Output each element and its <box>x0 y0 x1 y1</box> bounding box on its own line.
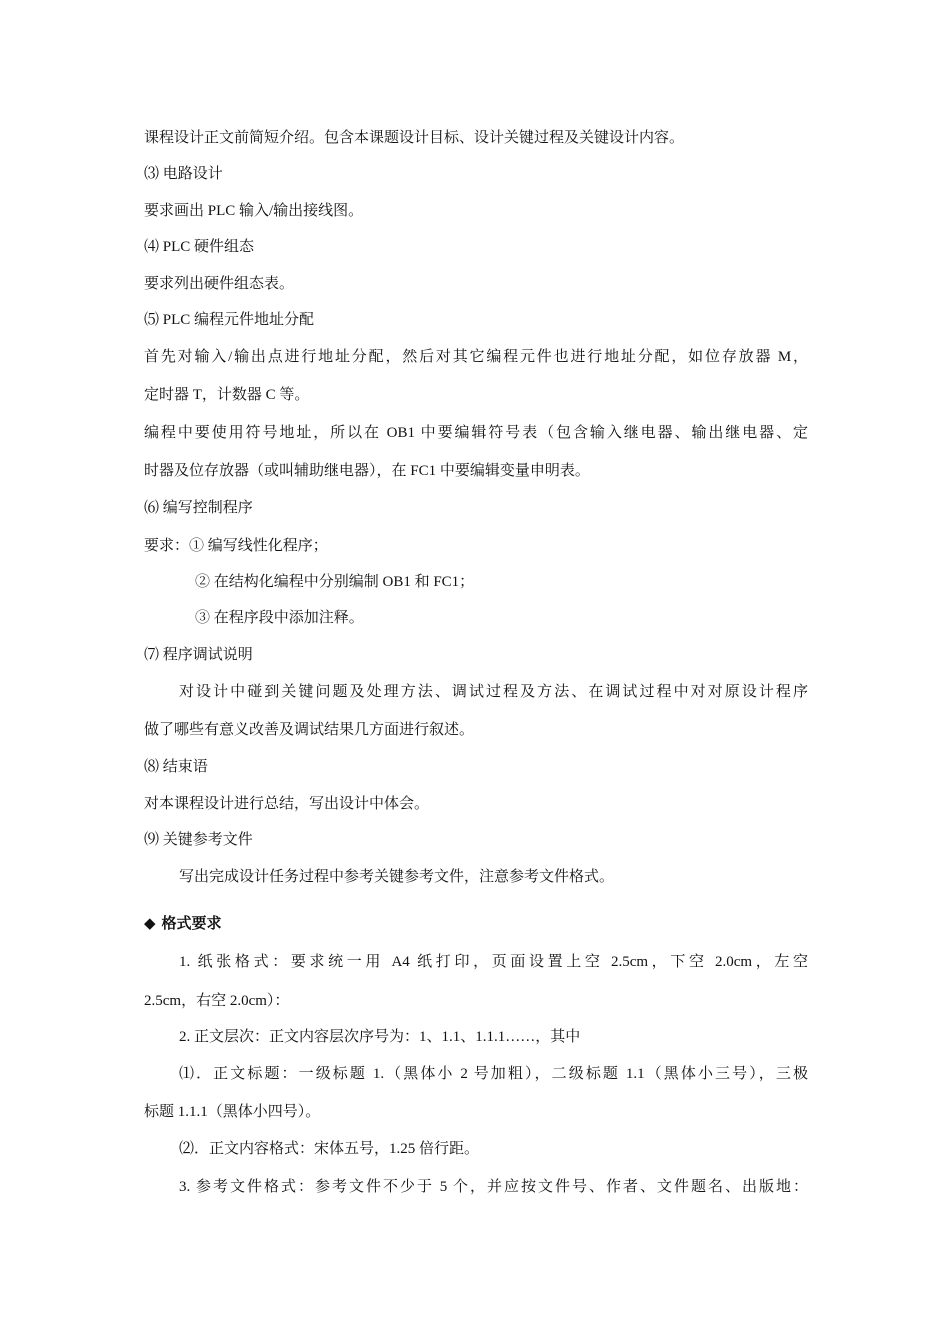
references-text: 写出完成设计任务过程中参考关键参考文件，注意参考文件格式。 <box>179 869 615 885</box>
paper-format-text-line2: 2.5cm，右空 2.0cm）： <box>144 993 290 1009</box>
heading-address-allocation: ⑸ PLC 编程元件地址分配 <box>144 312 315 328</box>
program-requirement-2: ② 在结构化编程中分别编制 OB1 和 FC1； <box>195 574 475 590</box>
title-format-text-line1: ⑴．正文标题：一级标题 1.（黑体小 2 号加粗），二级标题 1.1（黑体小三号），三极 <box>179 1066 808 1082</box>
reference-format-text: 3. 参考文件格式：参考文件不少于 5 个，并应按文件号、作者、文件题名、出版地： <box>179 1179 808 1195</box>
heading-debug-description: ⑺ 程序调试说明 <box>144 647 253 663</box>
paper-format-text-line1: 1. 纸张格式：要求统一用 A4 纸打印，页面设置上空 2.5cm，下空 2.0cm，左空 <box>179 954 808 970</box>
conclusion-text: 对本课程设计进行总结，写出设计中体会。 <box>144 796 430 812</box>
diamond-bullet-icon: ◆ <box>144 916 156 932</box>
symbol-table-text-line2: 时器及位存放器（或叫辅助继电器），在 FC1 中要编辑变量申明表。 <box>144 463 590 479</box>
heading-conclusion: ⑻ 结束语 <box>144 759 208 775</box>
heading-circuit-design: ⑶ 电路设计 <box>144 166 223 182</box>
debug-description-text-line1: 对设计中碰到关键问题及处理方法、调试过程及方法、在调试过程中对对原设计程序 <box>179 684 808 700</box>
debug-description-text-line2: 做了哪些有意义改善及调试结果几方面进行叙述。 <box>144 722 475 738</box>
content-format-text: ⑵．正文内容格式：宋体五号，1.25 倍行距。 <box>179 1141 480 1157</box>
heading-write-program: ⑹ 编写控制程序 <box>144 500 253 516</box>
symbol-table-text-line1: 编程中要使用符号地址，所以在 OB1 中要编辑符号表（包含输入继电器、输出继电器、定 <box>144 425 808 441</box>
address-allocation-text-line2: 定时器 T，计数器 C 等。 <box>144 387 310 403</box>
program-requirement-1: 要求：① 编写线性化程序； <box>144 538 328 554</box>
heading-references: ⑼ 关键参考文件 <box>144 832 253 848</box>
hardware-config-text: 要求列出硬件组态表。 <box>144 276 295 292</box>
format-requirements-title: 格式要求 <box>161 916 222 932</box>
heading-plc-hardware-config: ⑷ PLC 硬件组态 <box>144 239 255 255</box>
circuit-design-text: 要求画出 PLC 输入/输出接线图。 <box>144 203 364 219</box>
text-hierarchy-text: 2. 正文层次：正文内容层次序号为：1、1.1、1.1.1……，其中 <box>179 1029 581 1045</box>
program-requirement-3: ③ 在程序段中添加注释。 <box>195 610 364 626</box>
intro-text: 课程设计正文前简短介绍。包含本课题设计目标、设计关键过程及关键设计内容。 <box>144 130 685 146</box>
address-allocation-text-line1: 首先对输入/输出点进行地址分配，然后对其它编程元件也进行地址分配，如位存放器 M， <box>144 349 808 365</box>
format-requirements-heading <box>144 914 808 934</box>
title-format-text-line2: 标题 1.1.1（黑体小四号）。 <box>144 1104 321 1120</box>
